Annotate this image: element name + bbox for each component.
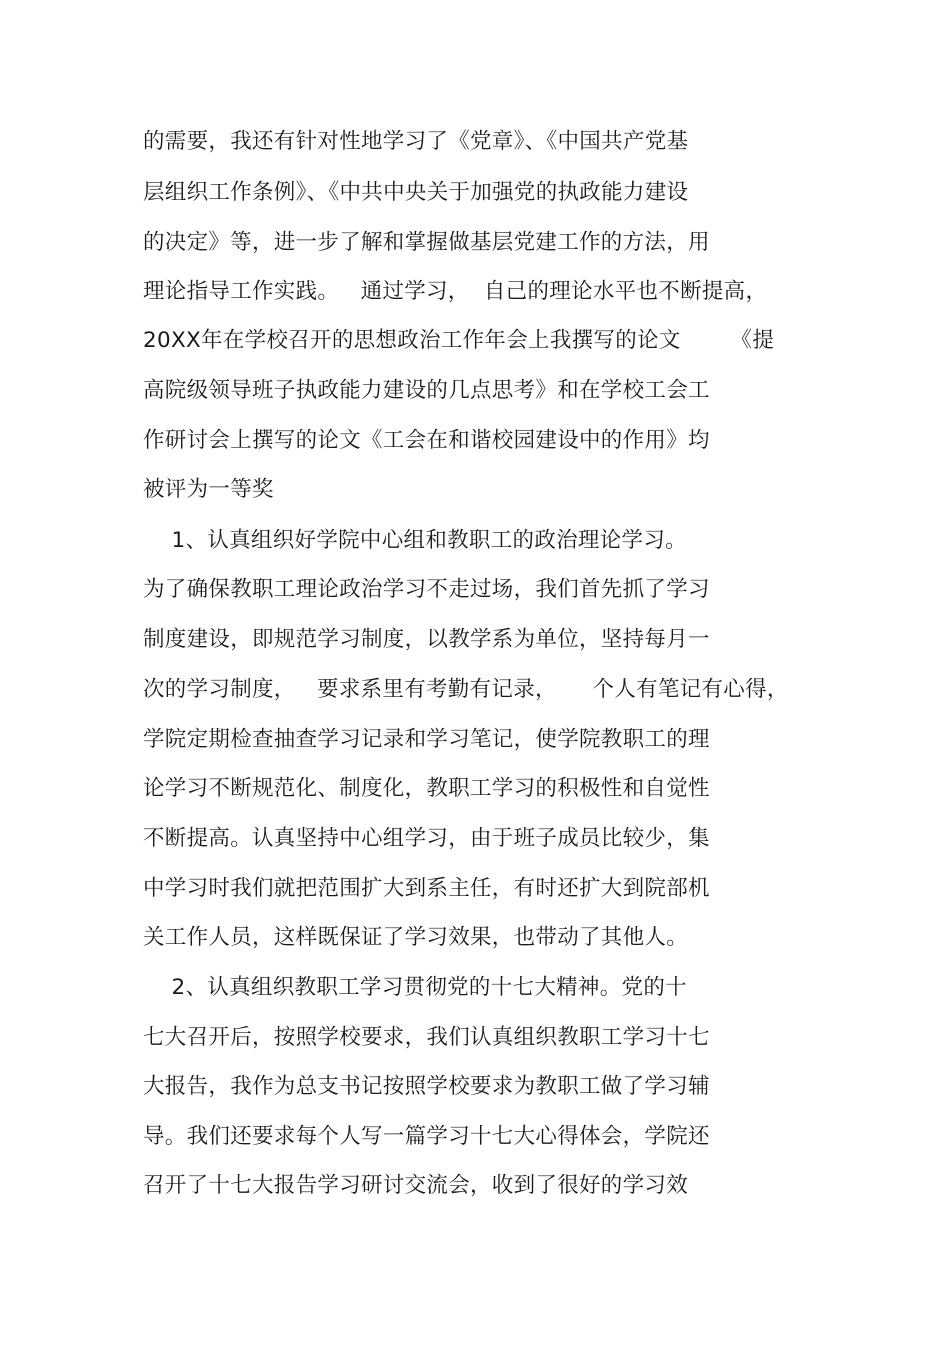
text-line: 制度建设，即规范学习制度，以教学系为单位，坚持每月一 (143, 627, 710, 652)
text-line: 理论指导工作实践。 通过学习， 自己的理论水平也不断提高， (143, 279, 768, 304)
text-line: 层组织工作条例》、《中共中央关于加强党的执政能力建设 (143, 180, 689, 205)
text-line: 被评为一等奖 (143, 477, 274, 502)
text-line: 20XX年在学校召开的思想政治工作年会上我撰写的论文 《提 (143, 328, 775, 353)
text-line: 学院定期检查抽查学习记录和学习笔记，使学院教职工的理 (143, 727, 710, 752)
text-line: 导。我们还要求每个人写一篇学习十七大心得体会，学院还 (143, 1124, 710, 1149)
paragraph-heading-1: 1、认真组织好学院中心组和教职工的政治理论学习。 (143, 528, 687, 553)
text-line: 七大召开后，按照学校要求，我们认真组织教职工学习十七 (143, 1025, 710, 1050)
text-line: 不断提高。认真坚持中心组学习，由于班子成员比较少，集 (143, 826, 710, 851)
text-line: 高院级领导班子执政能力建设的几点思考》和在学校工会工 (143, 378, 710, 403)
text-line: 次的学习制度， 要求系里有考勤有记录， 个人有笔记有心得， (143, 677, 789, 702)
paragraph-heading-2: 2、认真组织教职工学习贯彻党的十七大精神。党的十 (143, 975, 687, 1000)
text-line: 召开了十七大报告学习研讨交流会，收到了很好的学习效 (143, 1173, 689, 1198)
text-line: 中学习时我们就把范围扩大到系主任，有时还扩大到院部机 (143, 876, 710, 901)
text-line: 作研讨会上撰写的论文《工会在和谐校园建设中的作用》均 (143, 428, 710, 453)
text-line: 关工作人员，这样既保证了学习效果，也带动了其他人。 (143, 925, 689, 950)
text-line: 的决定》等，进一步了解和掌握做基层党建工作的方法，用 (143, 230, 710, 255)
text-line: 为了确保教职工理论政治学习不走过场，我们首先抓了学习 (143, 577, 710, 602)
text-line: 大报告，我作为总支书记按照学校要求为教职工做了学习辅 (143, 1074, 710, 1099)
text-line: 的需要，我还有针对性地学习了《党章》、《中国共产党基 (143, 129, 689, 154)
text-line: 论学习不断规范化、制度化，教职工学习的积极性和自觉性 (143, 776, 710, 801)
